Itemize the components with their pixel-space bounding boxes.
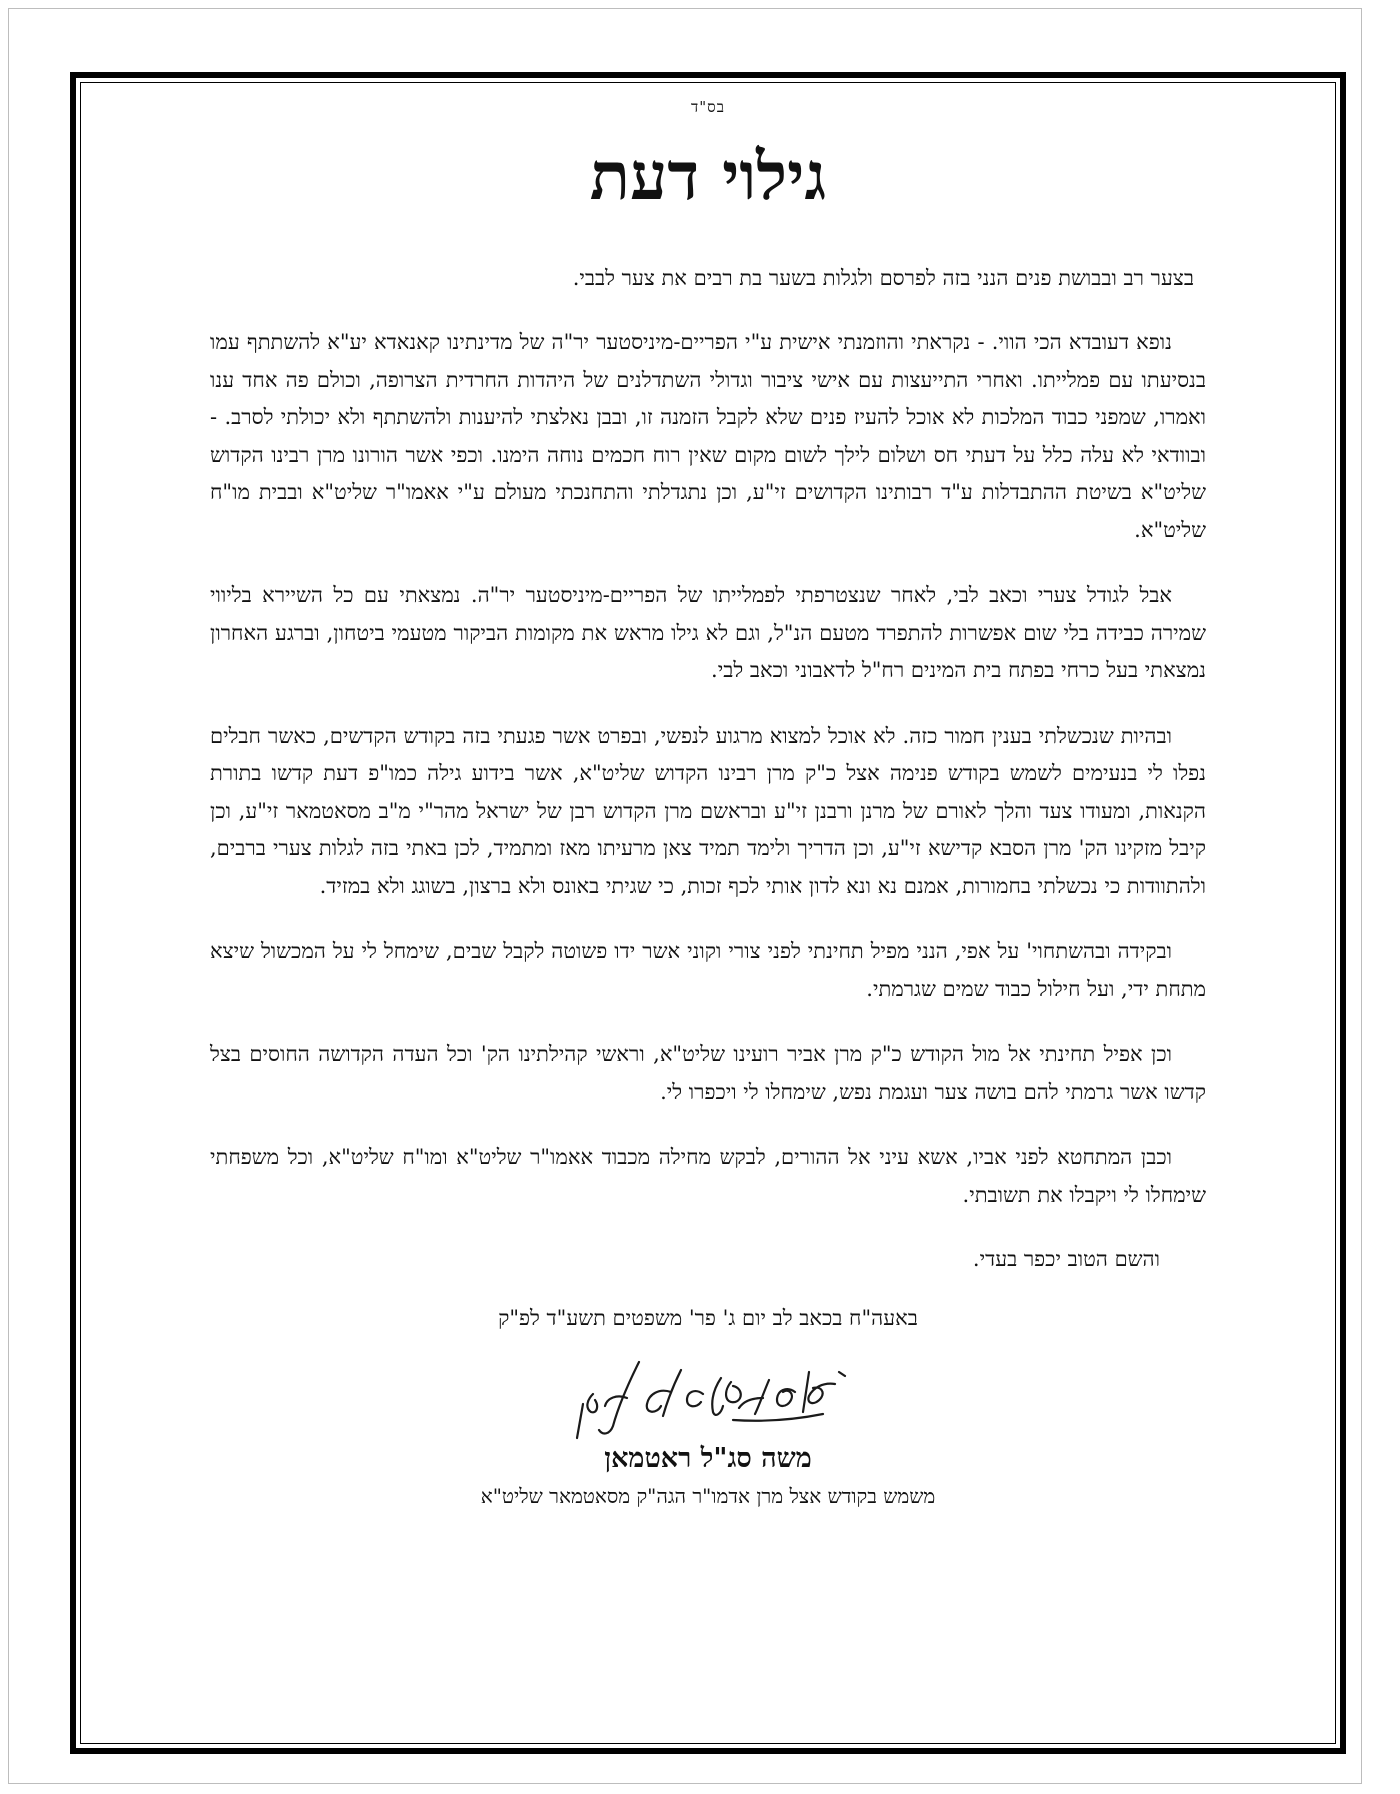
paragraph-2: אבל לגודל צערי וכאב לבי, לאחר שנצטרפתי לפמלייתו של הפריים-מיניסטער יר"ה. נמצאתי עם כל השיירא בליווי שמירה כבידה בלי שום אפשרות להתפרד מטעם הנ"ל, וגם לא גילו מראש את מקומות הביקור מטעמי ביטחון, וברגע האחרון נמצאתי בעל כרחי בפתח בית המינים רח"ל לדאבוני וכאב לבי.: [210, 583, 1206, 682]
bs-d-header: בס"ד: [691, 98, 725, 116]
paragraph-5: וכן אפיל תחינתי אל מול הקודש כ"ק מרן אביר רועינו שליט"א, וראשי קהילתינו הק' וכל העדה הקדושה החוסים בצל קדשו אשר גרמתי להם בושה צער ועגמת נפש, שימחלו לי ויכפרו לי.: [210, 1042, 1206, 1104]
letter-content: [210, 98, 1206, 1512]
paragraph-1: נופא דעובדא הכי הווי. - נקראתי והוזמנתי אישית ע"י הפריים-מיניסטער יר"ה של מדינתינו קאנאדא יע"א להשתתף עמו בנסיעתו עם פמלייתו. ואחרי התייעצות עם אישי ציבור וגדולי השתדלנים של היהדות החרדית הצרופה, וכולם פה אחד ענו ואמרו, שמפני כבוד המלכות לא אוכל להעיז פנים שלא לקבל הזמנה זו, ובבן נאלצתי להיענות ולהשתתף ולא יכולתי לסרב. - ובוודאי לא עלה כלל על דעתי חס ושלום לילך לשום מקום שאין רוח חכמים נוחה הימנו. וכפי אשר הורונו מרן רבינו הקדוש שליט"א בשיטת ההתבדלות ע"ד רבותינו הקדושים זי"ע, וכן נתגדלתי והתחנכתי מעולם ע"י אאמו"ר שליט"א ובבית מו"ח שליט"א.: [210, 330, 1207, 542]
intro-line: בצער רב ובבושת פנים הנני בזה לפרסם ולגלות בשער בת רבים את צער לבבי.: [572, 266, 1194, 290]
paragraph-6: וכבן המתחטא לפני אביו, אשא עיני אל ההורים, לבקש מחילה מכבוד אאמו"ר שליט"א ומו"ח שליט"א, וכל משפחתי שימחלו לי ויקבלו את תשובתי.: [210, 1145, 1206, 1207]
closing-line: והשם הטוב יכפר בעדי.: [972, 1247, 1160, 1271]
document-frame: [70, 72, 1346, 1754]
date-line: באעה"ח בכאב לב יום ג' פר' משפטים תשע"ד לפ"ק: [498, 1306, 918, 1330]
paragraph-3: ובהיות שנכשלתי בענין חמור כזה. לא אוכל למצוא מרגוע לנפשי, ובפרט אשר פגעתי בזה בקודש הקדשים, כאשר חבלים נפלו לי בנעימים לשמש בקודש פנימה אצל כ"ק מרן רבינו הקדוש שליט"א, אשר בידוע גילה כמו"פ דעת קדשו בתורת הקנאות, ומעודו צעד והלך לאורם של מרנן ורבנן זי"ע ובראשם מרן הקדוש רבן של ישראל מהר"י מ"ב מסאטמאר זי"ע, וכן קיבל מזקינו הק' מרן הסבא קדישא זי"ע, וכן הדריך ולימד תמיד צאן מרעיתו מאז ומתמיד, לכן באתי בזה לגלות צערי ברבים, ולהתוודות כי נכשלתי בחמורות, אמנם נא ונא לדון אותי לכף זכות, כי שגיתי באונס ולא ברצון, בשוגג ולא במזיד.: [210, 723, 1206, 898]
signer-role: משמש בקודש אצל מרן אדמו"ר הגה"ק מסאטמאר שליט"א: [480, 1484, 936, 1508]
signer-name: משה סג"ל ראטמאן: [604, 1443, 812, 1474]
page-title: גילוי דעת: [589, 137, 827, 215]
paragraph-4: ובקידה ובהשתחוי' על אפי, הנני מפיל תחינתי לפני צורי וקוני אשר ידו פשוטה לקבל שבים, שימחל לי על המכשול שיצא מתחת ידי, ועל חילול כבוד שמים שגרמתי.: [210, 939, 1206, 1001]
page: [8, 8, 1362, 1784]
handwritten-signature: [563, 1342, 853, 1442]
